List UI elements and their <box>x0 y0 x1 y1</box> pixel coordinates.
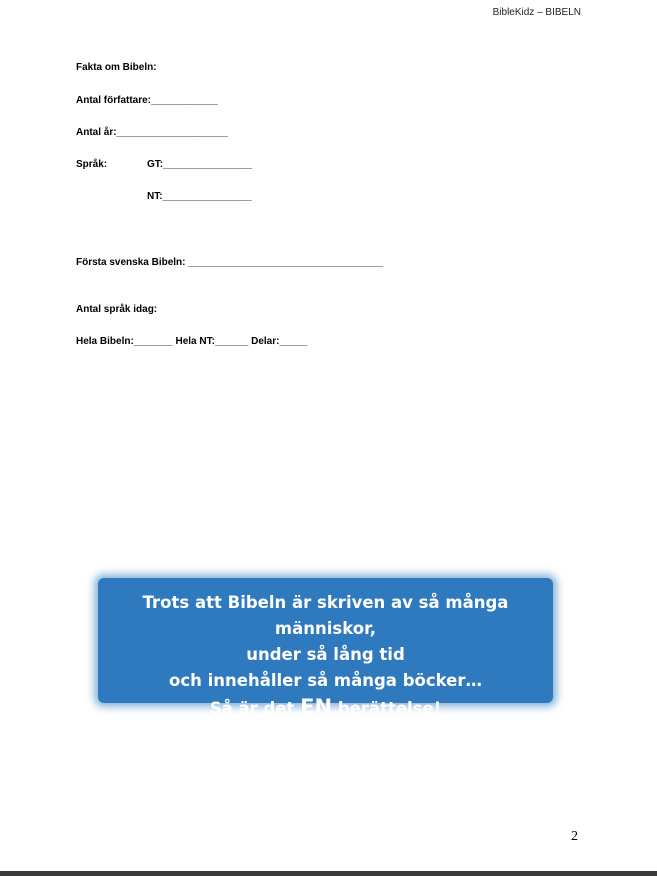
years-field: Antal år:____________________ <box>76 127 228 138</box>
language-label: Språk: <box>76 159 108 170</box>
page-header: BibleKidz – BIBELN <box>492 7 581 18</box>
banner-line-1: Trots att Bibeln är skriven av så många människor, <box>142 593 509 638</box>
nt-field: NT:________________ <box>147 191 252 202</box>
authors-field: Antal författare:____________ <box>76 95 218 106</box>
story-banner <box>98 578 553 719</box>
bottom-border <box>0 871 657 876</box>
banner-line-4-pre: Så är det <box>209 699 301 718</box>
banner-line-4 <box>98 694 553 722</box>
banner-line-4-post: berättelse! <box>332 699 442 718</box>
languages-today-label: Antal språk idag: <box>76 304 158 315</box>
banner-line-2: under så lång tid <box>246 645 405 664</box>
counts-fields: Hela Bibeln:_______ Hela NT:______ Delar:_____ <box>76 336 308 347</box>
page-number: 2 <box>571 829 578 844</box>
banner-emphasis: EN <box>300 695 333 719</box>
first-swedish-bible-field: Första svenska Bibeln: ___________________________________ <box>76 257 383 268</box>
form-title: Fakta om Bibeln: <box>76 62 157 73</box>
banner-line-3: och innehåller så många böcker… <box>169 671 482 690</box>
ot-field: GT:________________ <box>147 159 253 170</box>
